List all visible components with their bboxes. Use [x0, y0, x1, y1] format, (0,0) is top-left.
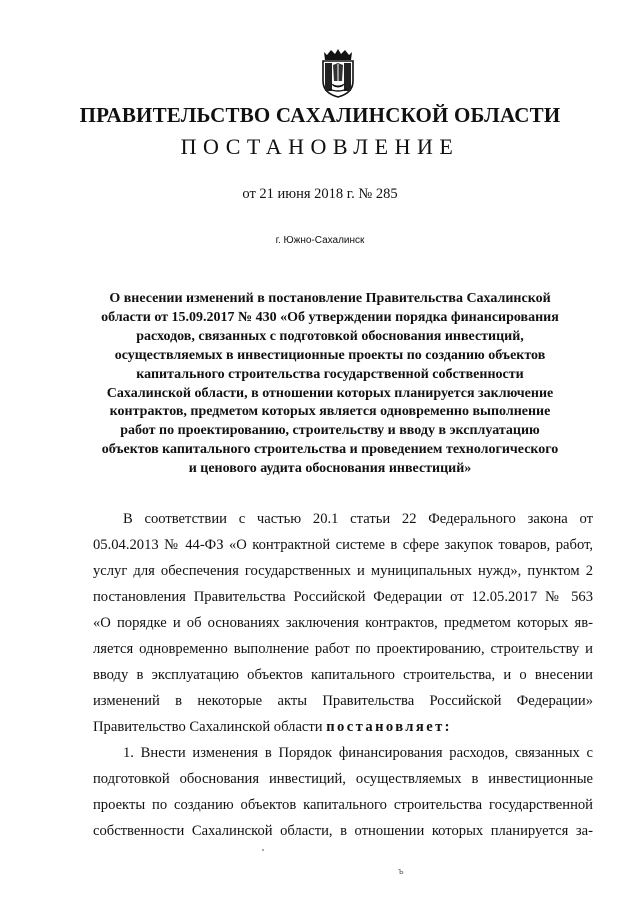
body-line: услуг для обеспечения государственных и муниципальных нужд», пунктом 2 — [93, 563, 593, 579]
document-type: ПОСТАНОВЛЕНИЕ — [180, 134, 460, 159]
title-line: капитального строительства государственной собственности — [136, 366, 524, 382]
scan-speck — [262, 849, 264, 851]
footer-mark: ъ — [398, 866, 404, 876]
title-line: контрактов, предметом которых является одновременно выполнение — [109, 404, 551, 420]
title-line: объектов капитального строительства и проведением технологического — [101, 442, 559, 458]
title-line: области от 15.09.2017 № 430 «Об утверждении порядка финансирования — [101, 309, 559, 325]
body-line: проекты по созданию объектов капитального строительства государственной — [93, 797, 593, 813]
document-title — [80, 290, 580, 479]
body-line: «О порядке и об основаниях заключения контрактов, предметом которых яв- — [93, 615, 593, 631]
organization-name: ПРАВИТЕЛЬСТВО САХАЛИНСКОЙ ОБЛАСТИ — [79, 103, 561, 127]
title-line: работ по проектированию, строительству и вводу в эксплуатацию — [120, 423, 540, 439]
date-and-number: от 21 июня 2018 г. № 285 — [242, 186, 398, 202]
body-line: подготовкой обоснования инвестиций, осуществляемых в инвестиционные — [93, 771, 593, 787]
title-line: и ценового аудита обоснования инвестиций» — [188, 461, 472, 477]
decree-line — [93, 714, 593, 740]
body-line: ляется одновременно выполнение работ по проектированию, строительству и — [93, 641, 593, 657]
title-line: осуществляемых в инвестиционные проекты по созданию объектов — [114, 347, 546, 363]
city-name: г. Южно-Сахалинск — [275, 235, 365, 246]
body-line: изменений в некоторые акты Правительства Российской Федерации» — [93, 693, 593, 709]
document-body — [93, 506, 593, 844]
decree-word: постановляет: — [326, 719, 452, 735]
body-line: постановления Правительства Российской Федерации от 12.05.2017 № 563 — [93, 589, 593, 605]
body-line: 05.04.2013 № 44-ФЗ «О контрактной системе в сфере закупок товаров, работ, — [93, 537, 593, 553]
title-line: Сахалинской области, в отношении которых планируется заключение — [106, 385, 554, 401]
body-line: Правительство Сахалинской области — [93, 719, 323, 735]
body-line: В соответствии с частью 20.1 статьи 22 Федерального закона от — [123, 511, 593, 527]
title-line: расходов, связанных с подготовкой обоснования инвестиций, — [136, 328, 524, 344]
sakhalin-coat-of-arms-icon — [319, 48, 357, 98]
title-line: О внесении изменений в постановление Правительства Сахалинской — [109, 291, 551, 306]
body-line: 1. Внести изменения в Порядок финансирования расходов, связанных с — [123, 745, 593, 761]
body-line: собственности Сахалинской области, в отношении которых планируется за- — [93, 823, 593, 839]
body-line: вводу в эксплуатацию объектов капитального строительства, и о внесении — [93, 667, 593, 683]
